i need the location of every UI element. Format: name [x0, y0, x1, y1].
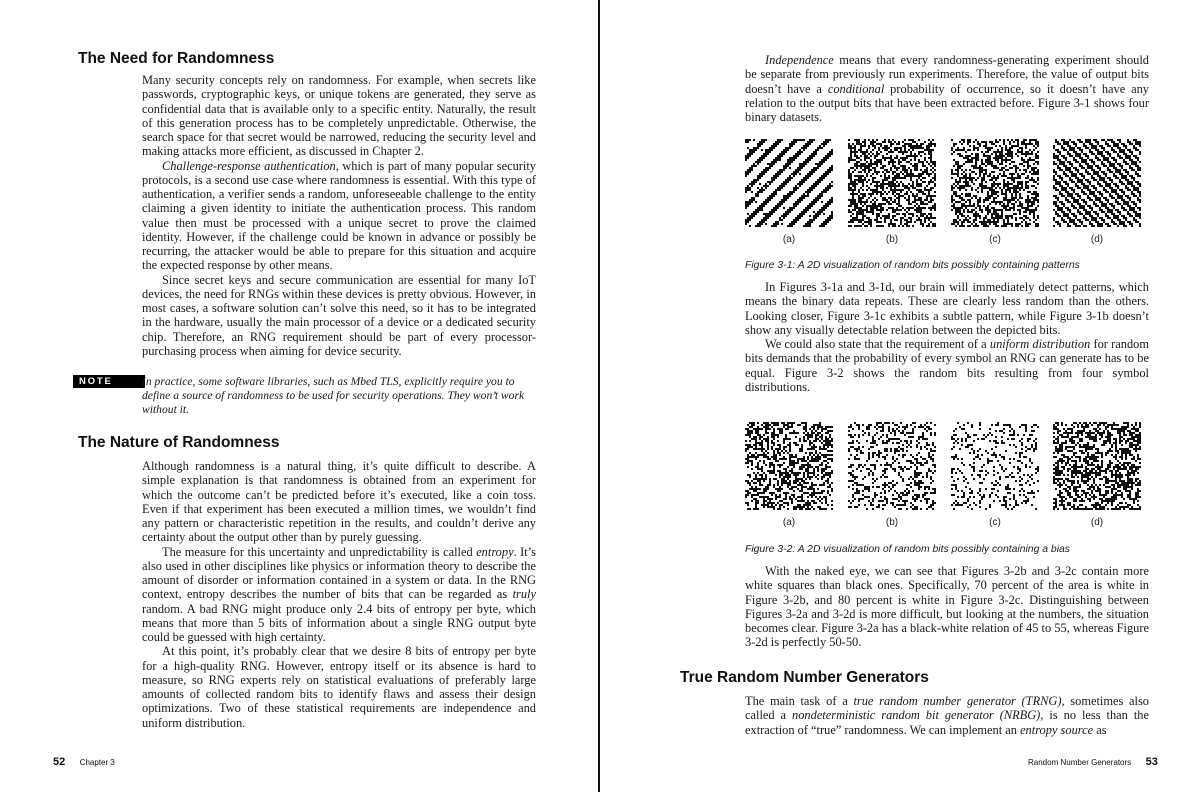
- section-heading-nature-of-randomness: The Nature of Randomness: [78, 434, 280, 451]
- paragraph: Challenge-response authentication, which is part of many popular security protocols, is a second use case where randomness is essential. With this type of authentication, a verifier sends a random, unforeseeable challenge to the entity claiming a given identity to initiate the authentication process. This random value then must be processed with a unique secret to prove the claimed identity. However, if the challenge could be known in advance or possibly be recurring, the attacker would be able to prepare for this situation and acquire the expected response by other means.: [142, 158, 536, 273]
- section-need-for-randomness-body: [142, 73, 536, 358]
- trng-paragraph: [745, 694, 1149, 737]
- section-nature-of-randomness-body: [142, 459, 536, 730]
- note-text: In practice, some software libraries, such as Mbed TLS, explicitly require you to define a source of randomness to be used for security operations. They won’t work without it.: [142, 375, 525, 417]
- patterns-paragraphs: [745, 280, 1149, 394]
- paragraph: The main task of a true random number generator (TRNG), sometimes also called a nondeterministic random bit generator (NRBG), is no less than the extraction of “true” randomness. We can implement an entropy source as: [745, 694, 1149, 737]
- emphasized-term: nondeterministic random bit generator (NRBG): [792, 708, 1041, 723]
- figure-3-1c-label: (c): [989, 234, 1001, 245]
- figure-3-2b-label: (b): [885, 517, 899, 528]
- paragraph: Although randomness is a natural thing, it’s quite difficult to describe. A simple explanation is that randomness is obtained from an experiment for which the outcome can’t be predicted before it’s executed, like a coin toss. Even if that experiment has been executed a million times, we wouldn’t find any pattern or characteristic repetition in the results, and couldn’t derive any certainty about the output other than by purely guessing.: [142, 459, 536, 545]
- left-page: [0, 0, 598, 792]
- emphasized-term: conditional: [827, 81, 885, 96]
- figure-3-2a-label: (a): [782, 517, 796, 528]
- emphasized-term: entropy: [476, 544, 514, 559]
- independence-paragraph: [745, 53, 1149, 124]
- emphasized-term: entropy source: [1020, 722, 1094, 737]
- figure-3-1d-image: [1053, 139, 1141, 227]
- paragraph: Many security concepts rely on randomness. For example, when secrets like passwords, cryptographic keys, or unique tokens are generated, they serve as confidential data that is available only to a specific entity. Naturally, the result of this generation process has to be completely unpredictable. Otherwise, the search space for that secret would be narrowed, reducing the security level and making attacks more efficient, as discussed in Chapter 2.: [142, 73, 536, 159]
- figure-3-2c-label: (c): [989, 517, 1001, 528]
- paragraph: At this point, it’s probably clear that we desire 8 bits of entropy per byte for a high-quality RNG. However, entropy itself or its absence is hard to measure, so RNG experts rely on statistical evaluations of preferably large amounts of collected random bits to identify flaws and assess their design optimizations. Two of these statistical requirements are independence and uniform distribution.: [142, 644, 536, 730]
- figure-3-1: [745, 139, 1149, 251]
- emphasized-term: truly: [512, 587, 536, 602]
- paragraph: Independence means that every randomness-generating experiment should be separate from previously run experiments. Therefore, the value of output bits doesn’t have a conditional probability of occurrence, so it doesn’t have any relation to the output bits that have been extracted before. Figure 3-1 shows four binary datasets.: [745, 53, 1149, 124]
- figure-3-2d-image: [1053, 422, 1141, 510]
- paragraph: Since secret keys and secure communication are essential for many IoT devices, the need for RNGs within these devices is pretty obvious. However, in most cases, a software solution can’t solve this need, so it has to be integrated in the hardware, usually the main processor of a device or a dedicated security chip. Therefore, an RNG requirement should be part of every processor-purchasing process when aiming for device security.: [142, 272, 536, 358]
- paragraph: With the naked eye, we can see that Figures 3-2b and 3-2c contain more white squares than black ones. Specifically, 70 percent of the area is white in Figure 3-2b, and 80 percent is white in Figure 3-2c. Distinguishing between Figures 3-2a and 3-2d is more difficult, but looking at the numbers, the situation becomes clear. Figure 3-2a has a black-white relation of 45 to 55, whereas Figure 3-2d is perfectly 50-50.: [745, 564, 1149, 650]
- paragraph: In Figures 3-1a and 3-1d, our brain will immediately detect patterns, which means the binary data repeats. These are clearly less random than the others. Looking closer, Figure 3-1c exhibits a subtle pattern, while Figure 3-1b doesn’t show any visually detectable relation between the depicted bits.: [745, 280, 1149, 337]
- figure-3-1b-image: [848, 139, 936, 227]
- figure-3-1d-label: (d): [1090, 234, 1104, 245]
- bias-paragraph: [745, 564, 1149, 650]
- emphasized-term: Independence: [765, 53, 834, 67]
- paragraph: We could also state that the requirement of a uniform distribution for random bits demands that the probability of every symbol an RNG can generate has to be equal. Figure 3-2 shows the random bits resulting from four symbol distributions.: [745, 337, 1149, 394]
- figure-3-1a-label: (a): [782, 234, 796, 245]
- paragraph: The measure for this uncertainty and unpredictability is called entropy. It’s also used in other disciplines like physics or information theory to describe the amount of disorder or information contained in a system or data. In the RNG context, entropy describes the number of bits that can be regarded as truly random. A bad RNG might produce only 2.4 bits of entropy per byte, which means that more than 5 bits of information about a single RNG output byte could be guessed with high certainty.: [142, 544, 536, 644]
- figure-3-1b-label: (b): [885, 234, 899, 245]
- figure-3-2: [745, 422, 1149, 534]
- emphasized-term: true random number generator (TRNG): [853, 694, 1062, 708]
- note-label: NOTE: [73, 375, 145, 388]
- right-page: [600, 0, 1200, 792]
- page-number-right: 53: [1145, 756, 1158, 768]
- page-number-left: 52: [53, 756, 66, 768]
- emphasized-term: uniform distribution: [989, 337, 1091, 351]
- figure-3-2-caption: Figure 3-2: A 2D visualization of random bits possibly containing a bias: [745, 544, 1070, 555]
- figure-3-2a-image: [745, 422, 833, 510]
- figure-3-2c-image: [951, 422, 1039, 510]
- figure-3-1c-image: [951, 139, 1039, 227]
- figure-3-2b-image: [848, 422, 936, 510]
- left-footer: [53, 752, 115, 770]
- section-heading-need-for-randomness: The Need for Randomness: [78, 50, 275, 67]
- figure-3-2d-label: (d): [1090, 517, 1104, 528]
- right-footer: [1028, 752, 1158, 770]
- figure-3-1-caption: Figure 3-1: A 2D visualization of random bits possibly containing patterns: [745, 260, 1080, 271]
- figure-3-1a-image: [745, 139, 833, 227]
- footer-chapter-label: Chapter 3: [79, 758, 115, 767]
- section-heading-trng: True Random Number Generators: [680, 669, 929, 686]
- emphasized-term: Challenge-response authentication: [162, 158, 336, 173]
- footer-chapter-title: Random Number Generators: [1028, 758, 1132, 767]
